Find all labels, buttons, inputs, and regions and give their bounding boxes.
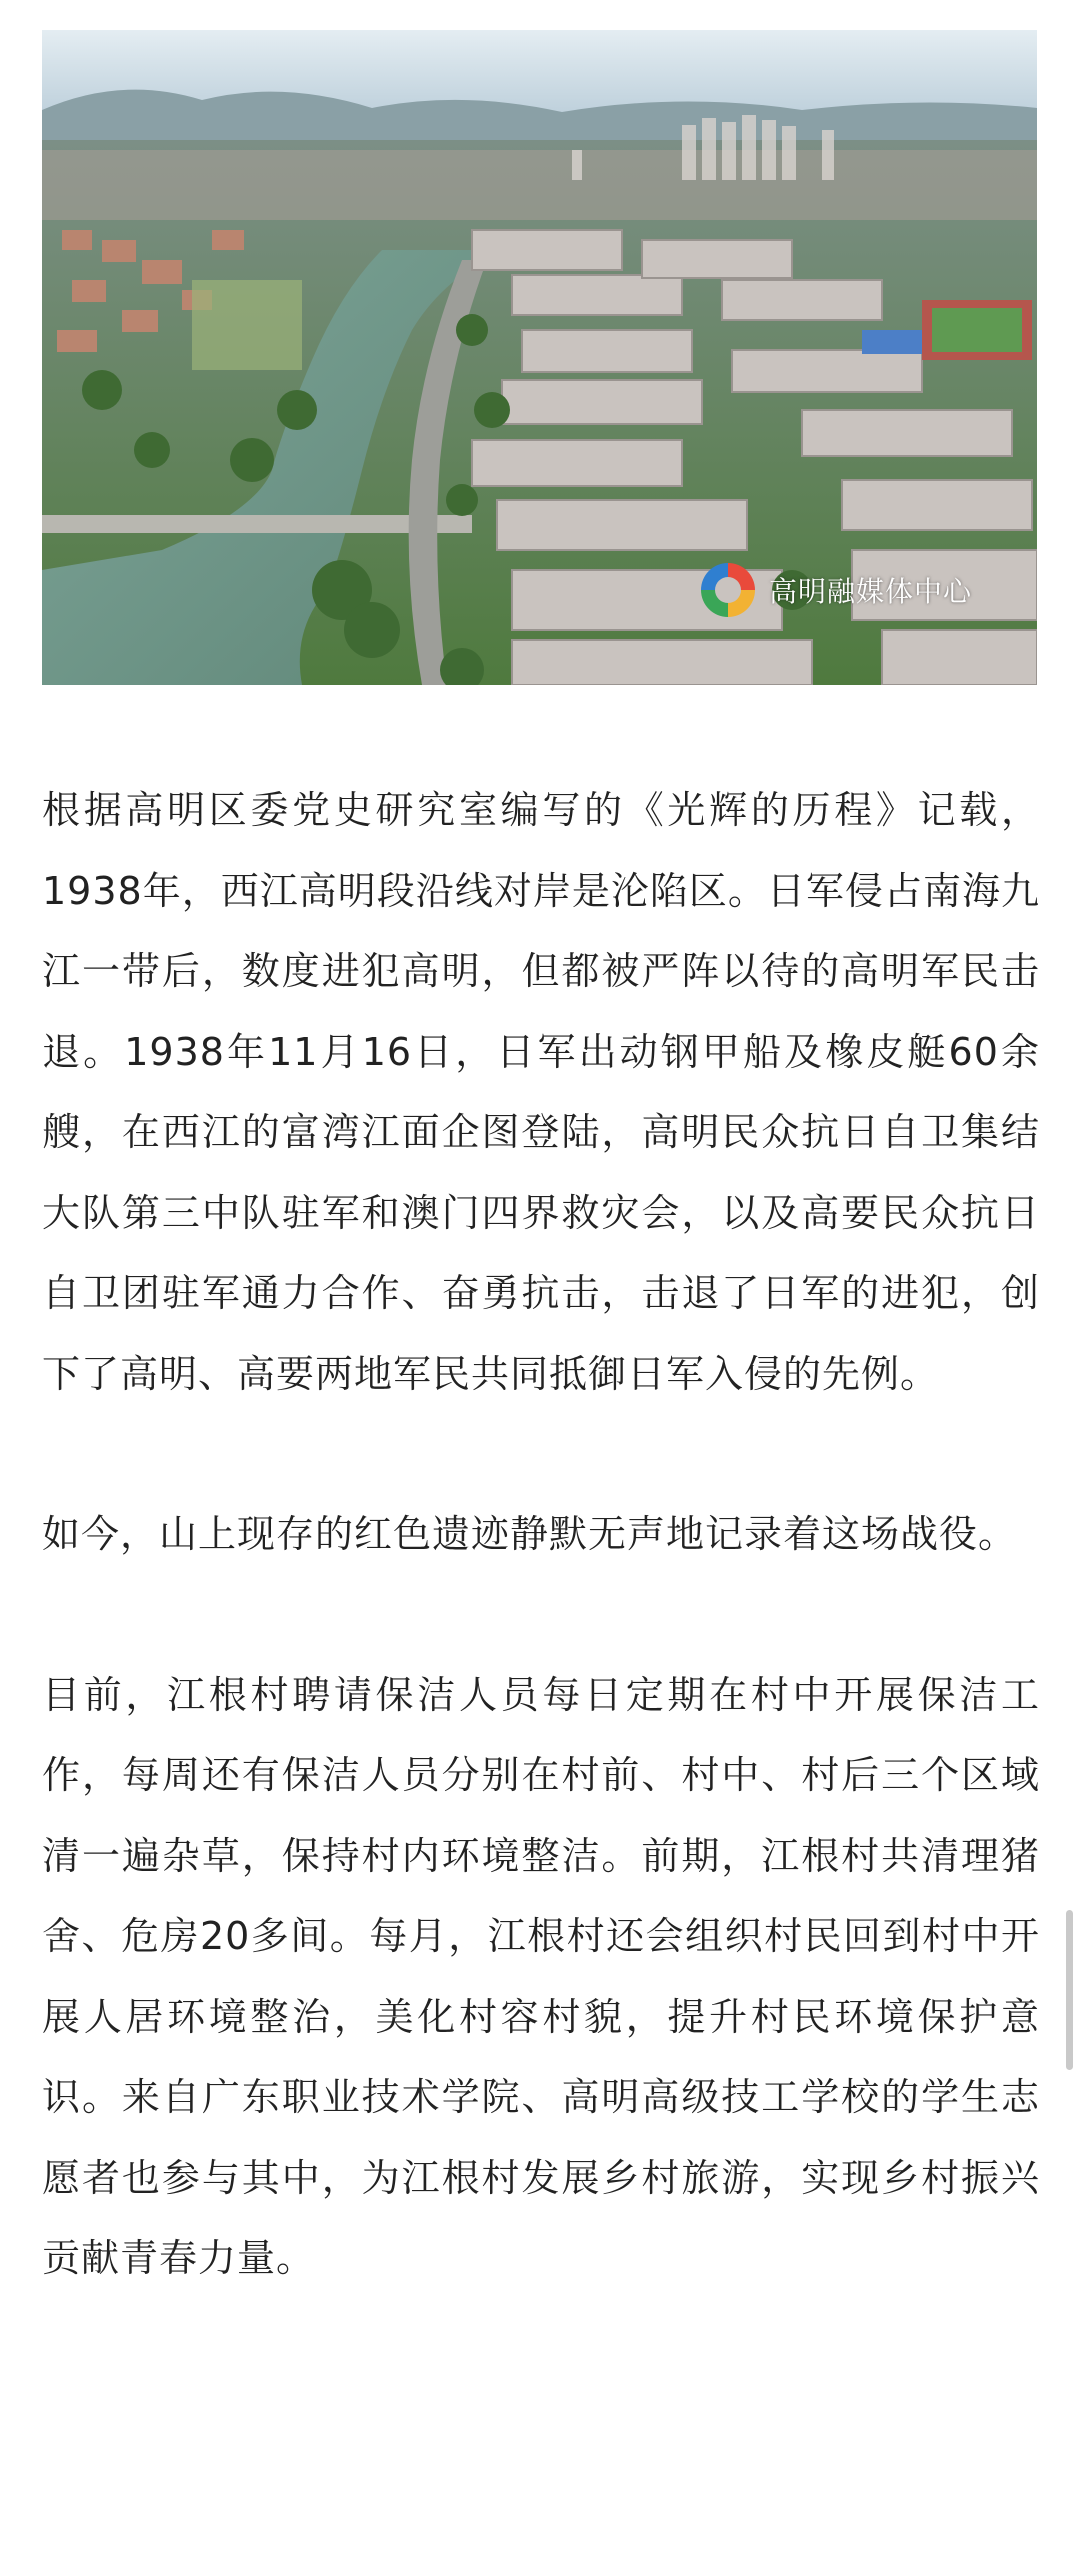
paragraph-village-cleanup: 目前，江根村聘请保洁人员每日定期在村中开展保洁工作，每周还有保洁人员分别在村前、村中、村后三个区域清一遍杂草，保持村内环境整洁。前期，江根村共清理猪舍、危房20多间。每月，江根村还会组织村民回到村中开展人居环境整治，美化村容村貌，提升村民环境保护意识。来自广东职业技术学院、高明高级技工学校的学生志愿者也参与其中，为江根村发展乡村旅游，实现乡村振兴贡献青春力量。 [42,1672,1040,2280]
gaoming-media-logo-icon [697,559,759,621]
aerial-photo [42,30,1037,685]
watermark-text: 高明融媒体中心 [769,575,973,608]
paragraph-gap [42,1575,1040,1655]
paragraph-history: 根据高明区委党史研究室编写的《光辉的历程》记载，1938年，西江高明段沿线对岸是沦陷区。日军侵占南海九江一带后，数度进犯高明，但都被严阵以待的高明军民击退。1938年11月16日，日军出动钢甲船及橡皮艇60余艘，在西江的富湾江面企图登陆，高明民众抗日自卫集结大队第三中队驻军和澳门四界救灾会，以及高要民众抗日自卫团驻军通力合作、奋勇抗击，击退了日军的进犯，创下了高明、高要两地军民共同抵御日军入侵的先例。 [42,788,1040,1396]
media-watermark [697,555,972,625]
scrollbar-thumb[interactable] [1066,1910,1073,2070]
article-body [42,770,1040,2299]
paragraph-relics: 如今，山上现存的红色遗迹静默无声地记录着这场战役。 [42,1512,1018,1556]
paragraph-gap [42,1414,1040,1494]
